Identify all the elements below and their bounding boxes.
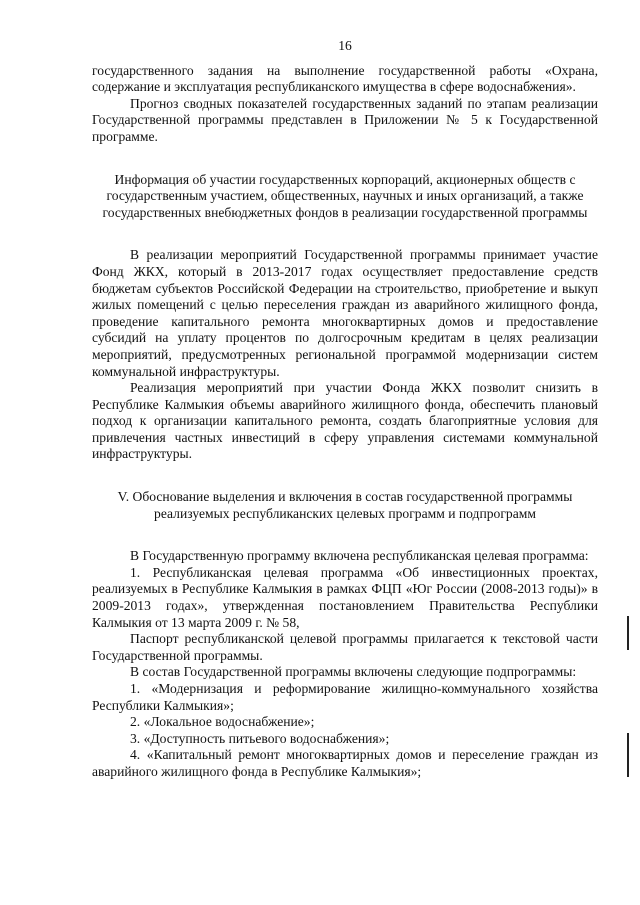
paragraph-fund-results: Реализация мероприятий при участии Фонда ЖКХ позволит снизить в Республике Калмыкия объемы аварийного жилищного фонда, обеспечить плановый подход к организации капитального ремонта, создать благоприятные условия для привлечения частных инвестиций в сферу управления системами коммунальной инфраструктуры. [92,380,598,462]
list-item-subprogram-2: 2. «Локальное водоснабжение»; [130,714,315,730]
paragraph-included-program: В Государственную программу включена республиканская целевая программа: [130,548,589,564]
document-page [92,38,598,781]
section-heading-participation: Информация об участии государственных корпораций, акционерных обществ с государственным участием, общественных, научных и иных организаций, а также государственных внебюджетных фондов в реализации государственной программы [102,171,588,220]
list-item-subprogram-4: 4. «Капитальный ремонт многоквартирных домов и переселение граждан из аварийного жилищного фонда в Республике Калмыкия»; [92,747,598,779]
list-item-subprogram-1: 1. «Модернизация и реформирование жилищно-коммунального хозяйства Республики Калмыкия»; [92,681,598,713]
paragraph-subprograms-intro: В состав Государственной программы включены следующие подпрограммы: [130,664,577,680]
paragraph-continuation: государственного задания на выполнение государственной работы «Охрана, содержание и эксплуатация республиканского имущества в сфере водоснабжения». [92,62,598,95]
list-item-subprogram-3: 3. «Доступность питьевого водоснабжения»; [130,730,390,746]
margin-mark [627,616,629,650]
list-item-program-1: 1. Республиканская целевая программа «Об инвестиционных проектах, реализуемых в Республике Калмыкия в рамках ФЦП «Юг России (2008-2013 годы)» в 2009-2013 годах», утвержденная постановлением Правительства Республики Калмыкия от 13 марта 2009 г. № 58, [92,564,598,630]
paragraph-passport: Паспорт республиканской целевой программы прилагается к текстовой части Государственной программы. [92,631,598,663]
paragraph-fund-participation: В реализации мероприятий Государственной программы принимает участие Фонд ЖКХ, который в 2013-2017 годах осуществляет предоставление средств бюджетам субъектов Российской Федерации на строительство, приобретение и выкуп жилых помещений с целью переселения граждан из аварийного жилищного фонда, проведение капитального ремонта многоквартирных домов и предоставление субсидий на уплату процентов по долгосрочным кредитам в целях реализации мероприятий, предусмотренных региональной программой модернизации систем коммунальной инфраструктуры. [92,247,598,379]
paragraph-forecast: Прогноз сводных показателей государственных заданий по этапам реализации Государственной программы представлен в Приложении № 5 к Государственной программе. [92,95,598,144]
section-heading-v: V. Обоснование выделения и включения в состав государственной программы реализуемых республиканских целевых программ и подпрограмм [117,489,573,521]
page-number: 16 [338,38,352,53]
margin-mark [627,733,629,777]
